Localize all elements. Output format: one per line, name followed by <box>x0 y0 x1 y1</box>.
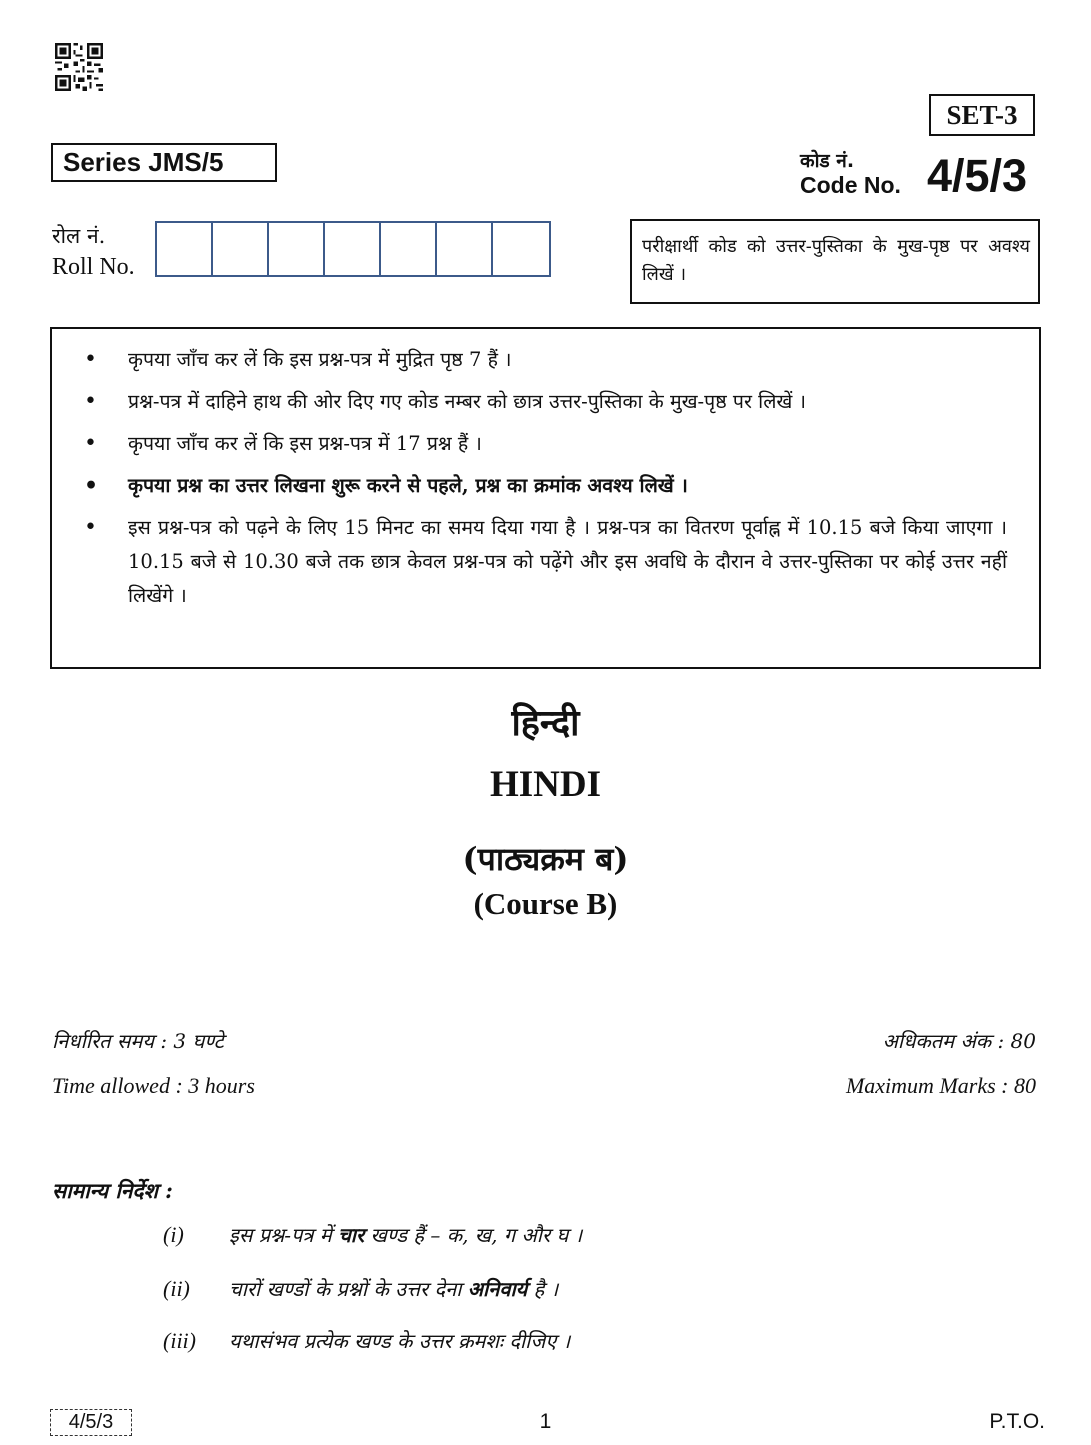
general-instruction-item <box>163 1275 558 1302</box>
item-number: (i) <box>163 1222 184 1247</box>
time-allowed-hindi: निर्धारित समय : 3 घण्टे <box>52 1029 224 1053</box>
item-emphasis: अनिवार्य <box>467 1277 528 1301</box>
subject-title-english: HINDI <box>489 764 602 805</box>
page-number: 1 <box>539 1410 552 1433</box>
max-marks-hindi: अधिकतम अंक : 80 <box>882 1029 1036 1053</box>
instruction-text: प्रश्न-पत्र में दाहिने हाथ की ओर दिए गए कोड नम्बर को छात्र उत्तर-पुस्तिका के मुख-पृष्ठ पर लिखें । <box>128 390 806 413</box>
item-number: (ii) <box>163 1276 190 1301</box>
instruction-text: इस प्रश्न-पत्र को पढ़ने के लिए 15 मिनट का समय दिया गया है । प्रश्न-पत्र का वितरण पूर्वाह्न में 10.15 बजे किया जाएगा । 10.15 बजे से 10.30 बजे तक छात्र केवल प्रश्न-पत्र को पढ़ेंगे और इस अवधि के दौरान वे उत्तर-पुस्तिका पर कोई उत्तर नहीं लिखेंगे । <box>128 516 1007 607</box>
instruction-text: कृपया जाँच कर लें कि इस प्रश्न-पत्र में मुद्रित पृष्ठ 7 हैं । <box>128 348 512 371</box>
roll-box[interactable] <box>437 223 493 275</box>
roll-box[interactable] <box>493 223 549 275</box>
course-title-hindi: (पाठ्यक्रम ब) <box>462 840 629 878</box>
bullet-icon: • <box>84 431 97 456</box>
qr-code-icon <box>55 43 103 91</box>
bullet-icon: • <box>84 473 99 499</box>
item-text: इस प्रश्न-पत्र में <box>229 1223 339 1247</box>
series-label: Series JMS/5 <box>51 143 277 182</box>
code-label-english: Code No. <box>800 172 901 198</box>
item-text: है । <box>527 1277 559 1301</box>
general-instructions-title: सामान्य निर्देश : <box>52 1178 173 1203</box>
instructions-box <box>50 327 1041 669</box>
code-label-hindi: कोड नं. <box>800 150 855 172</box>
item-text: खण्ड हैं – क, ख, ग और घ । <box>364 1223 583 1247</box>
instruction-item <box>82 385 1007 419</box>
roll-box[interactable] <box>269 223 325 275</box>
roll-box[interactable] <box>381 223 437 275</box>
subject-title-hindi: हिन्दी <box>511 702 580 744</box>
instruction-text: कृपया जाँच कर लें कि इस प्रश्न-पत्र में 17 प्रश्न हैं । <box>128 432 482 455</box>
time-allowed-english: Time allowed : 3 hours <box>52 1073 255 1098</box>
item-emphasis: चार <box>338 1223 365 1247</box>
general-instruction-item <box>163 1327 570 1354</box>
instruction-item <box>82 469 1007 503</box>
instructions-list <box>82 343 1007 613</box>
instruction-item <box>82 511 1007 613</box>
max-marks-english: Maximum Marks : 80 <box>845 1073 1036 1098</box>
roll-box[interactable] <box>325 223 381 275</box>
general-instruction-item <box>163 1221 582 1248</box>
roll-box[interactable] <box>213 223 269 275</box>
instruction-item <box>82 427 1007 461</box>
course-title-english: (Course B) <box>473 886 618 921</box>
roll-number-boxes <box>155 221 551 277</box>
item-text: चारों खण्डों के प्रश्नों के उत्तर देना <box>229 1277 468 1301</box>
code-number: 4/5/3 <box>927 150 1028 201</box>
instruction-item <box>82 343 1007 377</box>
pto-label: P.T.O. <box>989 1410 1045 1433</box>
roll-label-english: Roll No. <box>52 254 135 280</box>
bullet-icon: • <box>84 389 97 414</box>
roll-box[interactable] <box>157 223 213 275</box>
bullet-icon: • <box>84 515 97 540</box>
instruction-text: कृपया प्रश्न का उत्तर लिखना शुरू करने से पहले, प्रश्न का क्रमांक अवश्य लिखें । <box>128 474 688 497</box>
item-number: (iii) <box>163 1328 196 1353</box>
item-text: यथासंभव प्रत्येक खण्ड के उत्तर क्रमशः दीजिए । <box>229 1329 571 1353</box>
roll-label-hindi: रोल नं. <box>52 224 106 248</box>
footer-code: 4/5/3 <box>50 1409 132 1436</box>
bullet-icon: • <box>84 347 97 372</box>
set-label: SET-3 <box>929 94 1035 136</box>
candidate-code-note: परीक्षार्थी कोड को उत्तर-पुस्तिका के मुख-पृष्ठ पर अवश्य लिखें । <box>630 219 1040 304</box>
